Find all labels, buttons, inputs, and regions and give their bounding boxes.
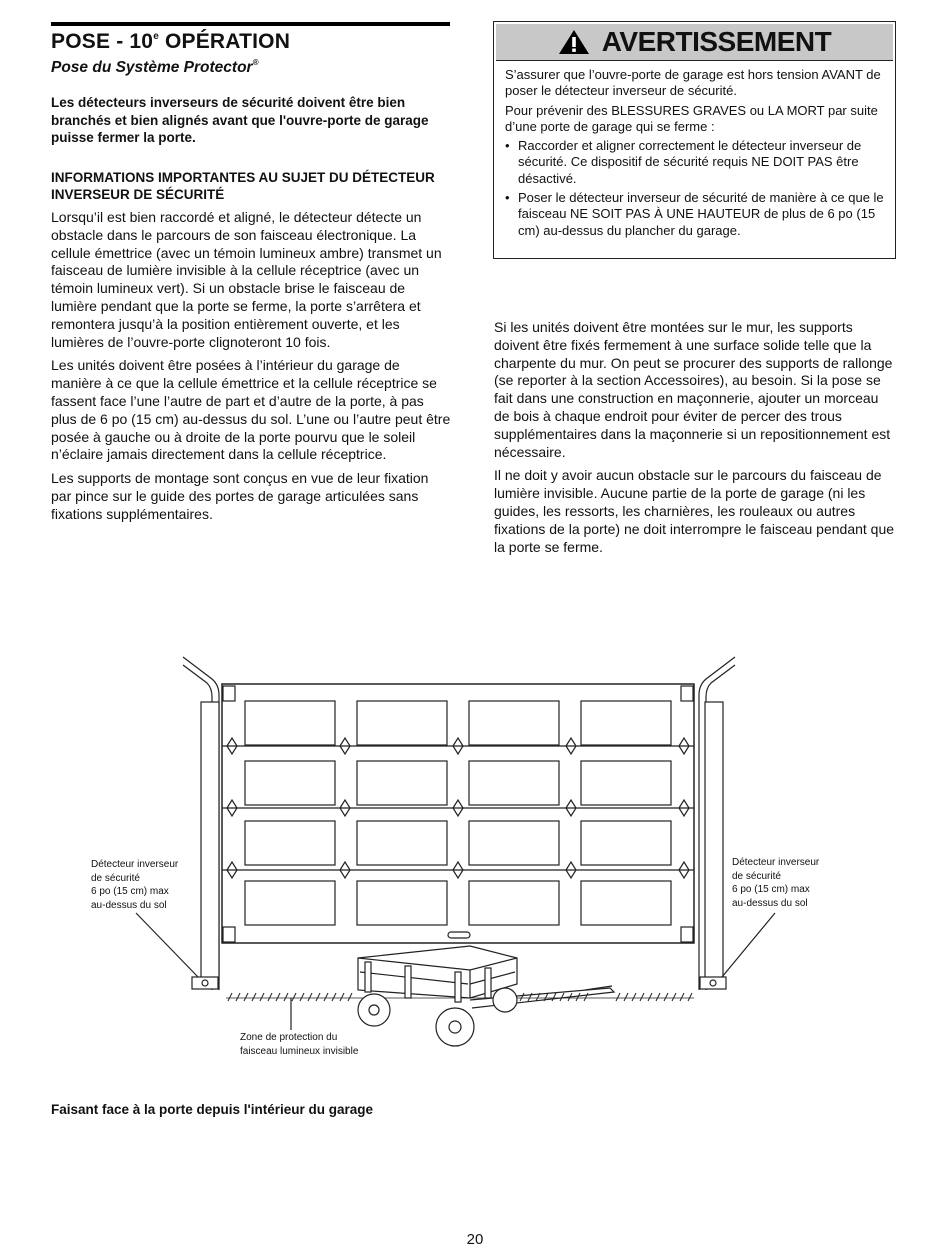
warning-body bbox=[505, 67, 887, 242]
warning-paragraph: Pour prévenir des BLESSURES GRAVES ou LA MORT par suite d’une porte de garage qui se ferme : bbox=[505, 102, 878, 134]
warning-triangle-icon bbox=[558, 29, 590, 55]
warning-bullet: • Raccorder et aligner correctement le détecteur inverseur de sécurité. Ce dispositif de sécurité requis NE DOIT PAS être désactivé. bbox=[505, 138, 887, 187]
info-heading: INFORMATIONS IMPORTANTES AU SUJET DU DÉTECTEUR INVERSEUR DE SÉCURITÉ bbox=[51, 170, 435, 202]
paragraph: Si les unités doivent être montées sur le mur, les supports doivent être fixés fermement à une surface solide telle que la charpente du mur. On peut se procurer des supports de rallonge (se reporter à la section Accessoires), au besoin. Si la pose se fait dans une construction en maçonnerie, ajouter un morceau de bois à chaque endroit pour éviter de percer des trous supplémentaires dans la maçonnerie si un repositionnement est nécessaire. bbox=[494, 319, 893, 460]
right-door-track bbox=[699, 657, 735, 990]
warning-box bbox=[493, 21, 896, 259]
paragraph: Lorsqu’il est bien raccordé et aligné, le détecteur détecte un obstacle dans le parcours de son faisceau électronique. La cellule émettrice (avec un témoin lumineux ambre) transmet un faisceau de lumière invisible à la cellule réceptrice (avec un témoin lumineux vert). Si un obstacle brise le faisceau de lumière pendant que la porte se ferme, la porte s’arrêtera et remontera jusqu’à la position entièrement ouverte, et les lumières de l’ouvre-porte clignoteront 10 fois. bbox=[51, 209, 442, 350]
zone-label: Zone de protection du faisceau lumineux invisible bbox=[240, 1032, 359, 1057]
left-column bbox=[51, 209, 451, 530]
left-sensor-label: Détecteur inverseur de sécurité 6 po (15 cm) max au-dessus du sol bbox=[91, 859, 179, 911]
page-subtitle: Pose du Système Protector® bbox=[51, 58, 259, 76]
paragraph: Les unités doivent être posées à l’intérieur du garage de manière à ce que la cellule émettrice et la cellule réceptrice se fassent face l’une l’autre de part et d’autre de la porte, à pas plus de 6 po (15 cm) au-dessus du sol. L’une ou l’autre peut être posée à gauche ou à droite de la porte pourvu que le soleil n’éclaire jamais directement dans la cellule réceptrice. bbox=[51, 357, 451, 463]
right-column bbox=[494, 319, 896, 562]
paragraph: Il ne doit y avoir aucun obstacle sur le parcours du faisceau de lumière invisible. Aucune partie de la porte de garage (ni les guides, les ressorts, les charnières, les rouleaux ou autres fixations de la porte) ne doit interrompre le faisceau pendant que la porte se ferme. bbox=[494, 467, 895, 555]
page-title: POSE - 10e OPÉRATION bbox=[51, 30, 291, 53]
warning-list bbox=[505, 138, 887, 239]
page-number: 20 bbox=[466, 1231, 484, 1248]
left-leader-line bbox=[136, 913, 198, 977]
left-sensor bbox=[192, 977, 218, 989]
warning-bullet: • Poser le détecteur inverseur de sécurité de manière à ce que le faisceau NE SOIT PAS À UNE HAUTEUR de plus de 6 po (15 cm) au-dessus du plancher du garage. bbox=[505, 190, 887, 239]
garage-door bbox=[222, 684, 694, 943]
right-sensor bbox=[700, 977, 726, 989]
wagon-obstacle bbox=[358, 946, 614, 1046]
garage-door-illustration bbox=[0, 640, 950, 1070]
figure-caption: Faisant face à la porte depuis l'intérieur du garage bbox=[51, 1102, 374, 1117]
right-leader-line bbox=[722, 913, 775, 977]
warning-header bbox=[496, 24, 893, 61]
header-rule bbox=[51, 22, 450, 26]
warning-paragraph: S’assurer que l’ouvre-porte de garage est hors tension AVANT de poser le détecteur inverseur de sécurité. bbox=[505, 67, 881, 99]
intro-text: Les détecteurs inverseurs de sécurité doivent être bien branchés et bien alignés avant que l'ouvre-porte de garage puisse fermer la porte. bbox=[51, 95, 429, 145]
paragraph: Les supports de montage sont conçus en vue de leur fixation par pince sur le guide des portes de garage articulées sans fixations supplémentaires. bbox=[51, 470, 429, 522]
right-sensor-label: Détecteur inverseur de sécurité 6 po (15 cm) max au-dessus du sol bbox=[732, 857, 820, 909]
left-door-track bbox=[183, 657, 219, 990]
warning-title: AVERTISSEMENT bbox=[601, 26, 832, 57]
